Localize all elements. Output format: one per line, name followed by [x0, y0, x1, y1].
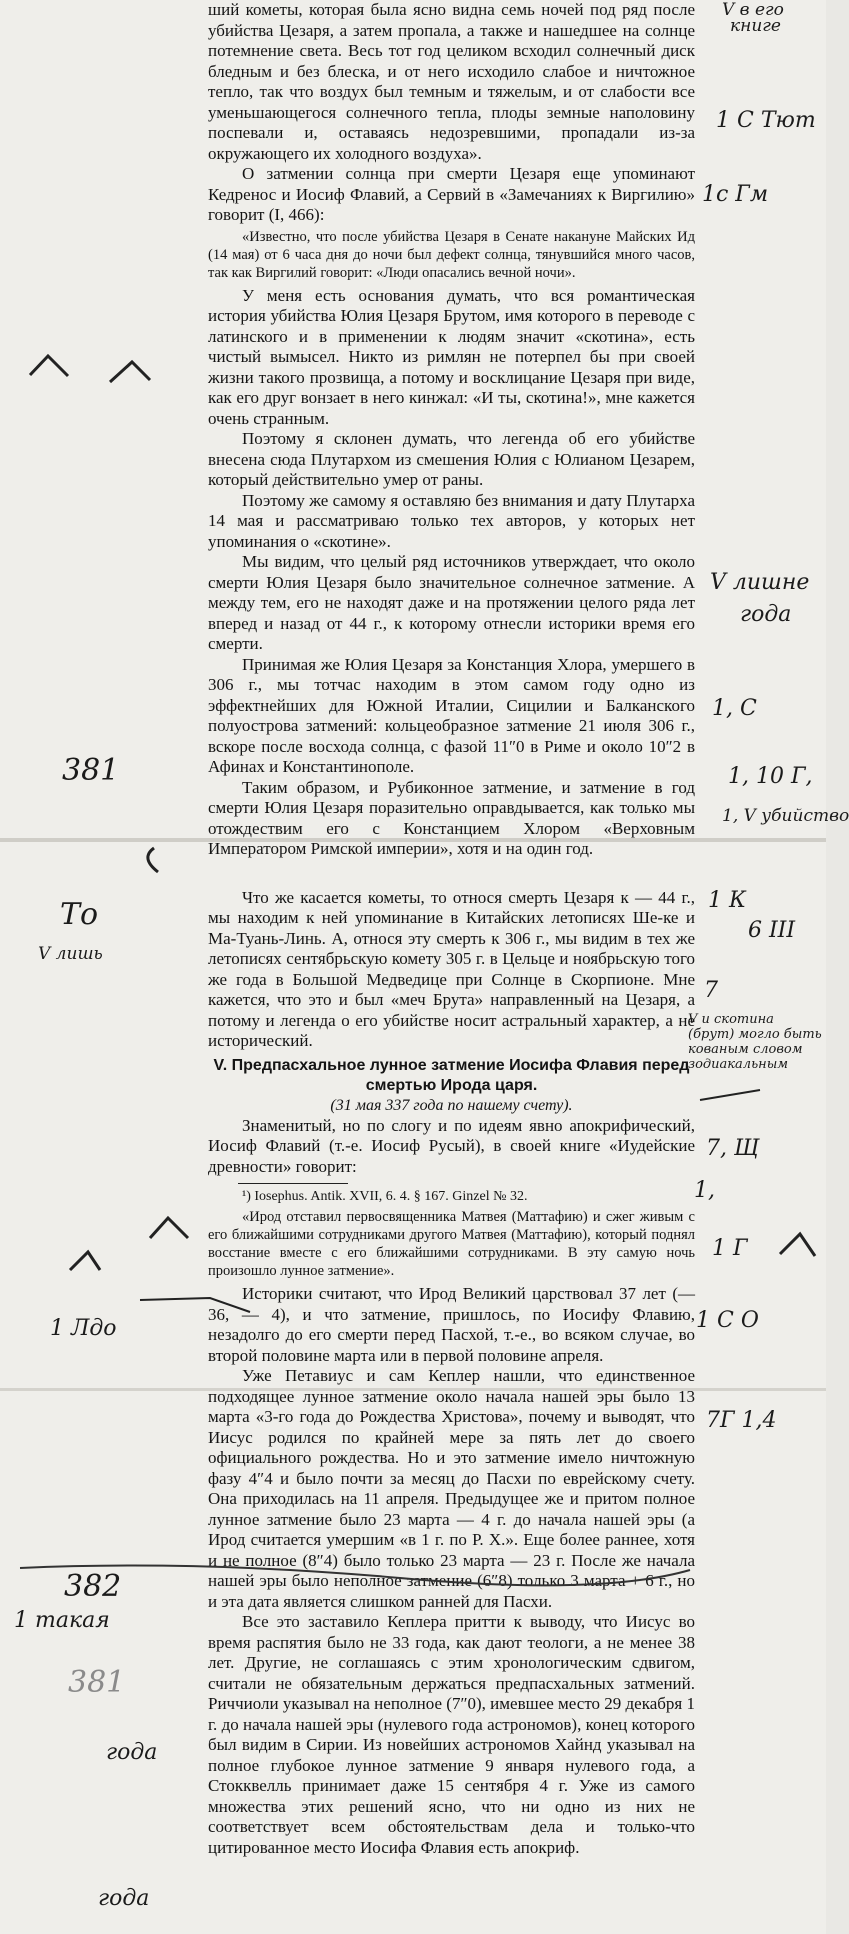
- margin-note: V лишь: [38, 944, 103, 964]
- page-number: 381: [62, 753, 120, 788]
- margin-note: 1 С О: [696, 1308, 759, 1333]
- underline-stroke: [20, 1566, 690, 1586]
- margin-note: V в его: [722, 0, 784, 20]
- paragraph: ший кометы, которая была ясно видна семь ночей под ряд после убийства Цезаря, а затем пропала, а также и нашедшее на солнце потемнение света. Весь тот год целиком всходил солнечный диск бледным и без блеска, и от него исходило слабое и ничтожное тепло, так что воздух был темным и тяжелым, и от слабости все уменьшающегося солнечного тепла, плоды земные наполовину поспевали и, оставаясь недозревшими, пропадали из-за окружающего их холодного воздуха».: [208, 0, 695, 163]
- margin-note: книге: [730, 16, 781, 36]
- paragraph: Историки считают, что Ирод Великий царствовал 37 лет (— 36, — 4), и что затмение, пришлось, по Иосифу Флавию, незадолго до его смерти перед Пасхой, т.-е., во всяком случае, во второй половине марта или в первой половине апреля.: [208, 1284, 695, 1365]
- margin-note: года: [98, 1886, 150, 1911]
- bracket-mark: [148, 848, 158, 872]
- margin-note: V и скотина (брут) могло быть кованым словом зодиакальным: [688, 1012, 822, 1072]
- margin-note: 1 Г: [712, 1236, 748, 1261]
- margin-note: 1 такая: [14, 1608, 110, 1633]
- paragraph: У меня есть основания думать, что вся романтическая история убийства Юлия Цезаря Брутом, имя которого в переводе с латинского и в применении к людям значит «скотина», есть чистый вымысел. Никто из римлян не потерпел бы при своей жизни такого прозвища, а потому и восклицание Цезаря при виде, как его друг вонзает в него кинжал: «И ты, скотина!», мне кажется очень странным.: [208, 285, 695, 428]
- margin-note: 1 К: [708, 888, 747, 913]
- quote: «Известно, что после убийства Цезаря в Сенате накануне Майских Ид (14 мая) от 6 часа дня до ночи был дефект солнца, тянувшийся много часов, так как Виргилий говорит: «Люди опасались вечной ночи».: [208, 228, 695, 281]
- page-number: 382: [64, 1569, 122, 1604]
- margin-note: 7: [704, 978, 718, 1003]
- margin-note: 1, V убийство: [722, 806, 849, 826]
- insertion-mark: [150, 1218, 188, 1238]
- paragraph: Знаменитый, но по слогу и по идеям явно апокрифический, Иосиф Флавий (т.-е. Иосиф Русый), в своей книге «Иудейские древности» говорит:: [208, 1115, 695, 1176]
- paragraph: Что же касается кометы, то относя смерть Цезаря к — 44 г., мы находим к ней упоминание в Китайских летописях Ше-ке и Ма-Туань-Линь. А, относя эту смерть к 306 г., мы видим в тех же летописях сентябрьскую комету 305 г. в Цельце и ноябрьскую того же года в Большой Медведице при Солнце в Скорпионе. Мне кажется, что это и был «меч Брута» направленный на Цезаря, а потому и легенда о его убийстве носит астральный характер, а не исторический.: [208, 887, 695, 1050]
- margin-note: 7Г 1,4: [706, 1408, 777, 1433]
- margin-note: года: [740, 602, 792, 627]
- margin-note: 6 III: [748, 918, 796, 943]
- margin-note: года: [106, 1740, 158, 1765]
- margin-note: 1,: [694, 1178, 715, 1203]
- paragraph: О затмении солнца при смерти Цезаря еще упоминают Кедренос и Иосиф Флавий, а Сервий в «Замечаниях к Виргилию» говорит (I, 466):: [208, 164, 695, 224]
- paragraph: Поэтому же самому я оставляю без внимания и дату Плутарха 14 мая и рассматриваю только тех авторов, у которых нет упоминания о «скотине».: [208, 490, 695, 551]
- section-subtitle: (31 мая 337 года по нашему счету).: [330, 1096, 573, 1114]
- paragraph: Таким образом, и Рубиконное затмение, и затмение в год смерти Юлия Цезаря поразительно оправдывается, как только мы отождествим его с Констанцием Хлором «Верховным Императором Римской империи», хотя и на один год.: [208, 777, 695, 858]
- margin-note: 1 Лдо: [50, 1316, 117, 1341]
- margin-note: 7, Щ: [706, 1136, 760, 1161]
- page-number: 381: [68, 1665, 126, 1700]
- paragraph: Принимая же Юлия Цезаря за Констанция Хлора, умершего в 306 г., мы тотчас находим в этом самом году одно из эффектнейших для Южной Италии, Сицилии и Балканского полуострова затмений: кольцеобразное затмение 21 июля 306 г., вскоре после восхода солнца, с фазой 11″0 в Риме и около 10″2 в Афинах и Константинополе.: [208, 654, 695, 776]
- insertion-mark: [110, 362, 150, 382]
- margin-note: 1с Гм: [702, 182, 769, 207]
- section-heading: V. Предпасхальное лунное затмение Иосифа Флавия перед смертью Ирода царя.: [213, 1056, 690, 1094]
- insertion-mark: [70, 1252, 100, 1270]
- margin-note: 1, 10 Г,: [728, 764, 813, 789]
- insertion-mark: [30, 356, 68, 376]
- margin-note: V лишне: [710, 570, 810, 595]
- paragraph: Уже Петавиус и сам Кеплер нашли, что единственное подходящее лунное затмение около начала нашей эры было 13 марта «3-го года до Рождества Христова», почему и выводят, что Иисус родился по крайней мере за пять лет до своего официального рождества. Но и это затмение имело ничтожную фазу 4″4 и было почти за месяц до Пасхи по еврейскому счету. Она приходилась на 11 апреля. Предыдущее же и притом полное лунное затмение было 23 марта — 4 г. до начала нашей эры (а Ирод считается умершим «в 1 г. по Р. Х.». Еще более раннее, хотя и не полное (8″4) было только 23 марта — 23 г. После же начала нашей эры было неполное затмение (6″8) только 3 марта + 6 г., но и эта дата является слишком ранней для Пасхи.: [208, 1366, 695, 1611]
- margin-note: 1, С: [712, 696, 757, 721]
- insertion-mark: [780, 1234, 815, 1256]
- paragraph: Мы видим, что целый ряд источников утверждает, что около смерти Юлия Цезаря было значительное солнечное затмение. А между тем, его не находят даже и на протяжении целого ряда лет вперед и назад от 44 г., к которому отнесли историки время его смерти.: [208, 552, 695, 653]
- paragraph: Все это заставило Кеплера притти к выводу, что Иисус во время распятия было не 33 года, как дают теологи, а не менее 38 лет. Другие, не соглашаясь с этим хронологическим сдвигом, считали не обязательным держаться предпасхальных затмений. Риччиоли указывал на неполное (7″0), имевшее место 29 декабря 1 г. до начала нашей эры (нулевого года астрономов), конец которого был видим в Сирии. Из новейших астрономов Хайнд указывал на полное глубокое лунное затмение 9 января нулевого года, а Стокквелль принимает даже 15 сентября 4 г. Уже из самого множества этих решений ясно, что ни одно из них не соответствует всем обстоятельствам дела и только-что цитированное место Иосифа Флавия есть апокриф.: [208, 1612, 695, 1857]
- margin-note: 1 С Тют: [716, 108, 816, 133]
- pen-stroke: [700, 1090, 760, 1100]
- paragraph: Поэтому я склонен думать, что легенда об его убийстве внесена сюда Плутархом из смешения Юлия с Юлианом Цезарем, который действительно умер от раны.: [208, 429, 695, 489]
- footnote: ¹) Iosephus. Antik. XVII, 6. 4. § 167. Ginzel № 32.: [242, 1189, 528, 1204]
- margin-note: То: [60, 897, 99, 932]
- pen-stroke: [140, 1298, 250, 1312]
- quote: «Ирод отставил первосвященника Матвея (Маттафию) и сжег живым с его ближайшими сотрудниками другого Матвея (Маттафию), который поднял восстание вместе с его ближайшими сотрудниками. В эту самую ночь произошло лунное затмение».: [208, 1209, 695, 1279]
